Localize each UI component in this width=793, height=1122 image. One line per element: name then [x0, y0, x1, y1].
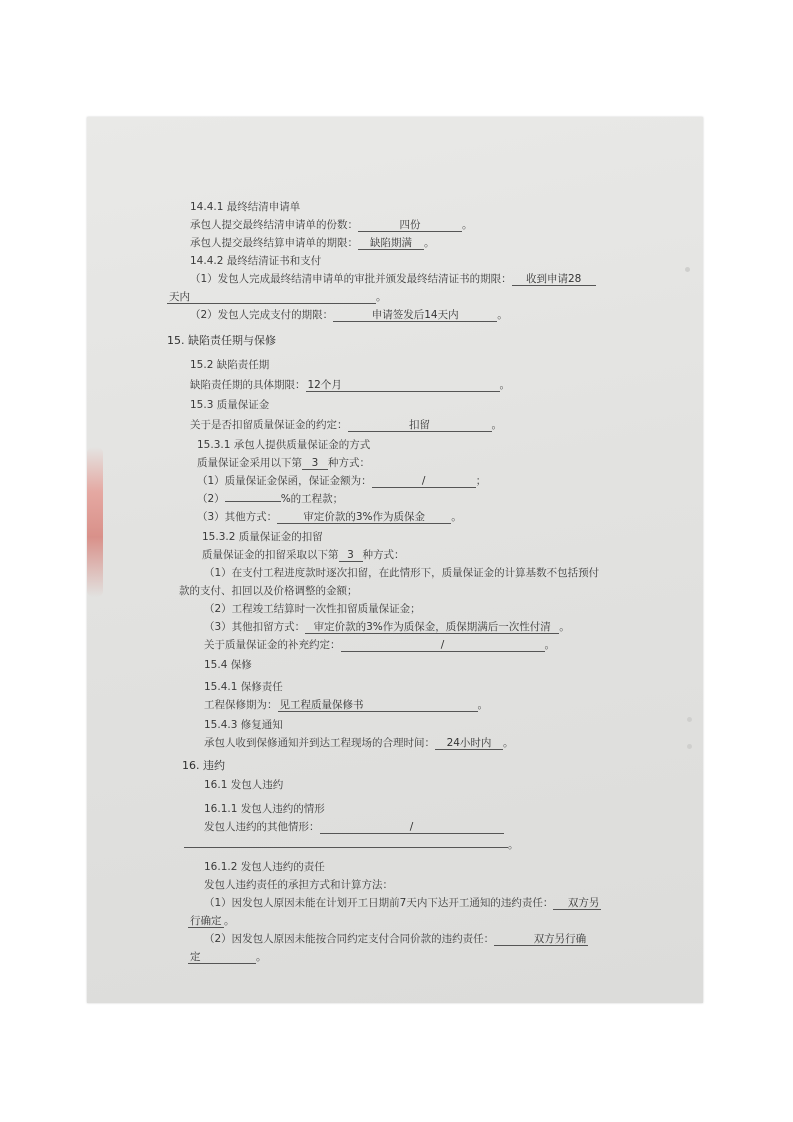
line-prefix: （2）发包人完成支付的期限： — [190, 309, 334, 321]
section-heading — [204, 859, 325, 874]
form-line — [204, 601, 421, 616]
line-prefix: 关于是否扣留质量保证金的约定： — [190, 419, 348, 431]
line-suffix: 。 — [544, 639, 555, 651]
form-line — [204, 697, 488, 712]
form-line — [197, 509, 462, 524]
form-line — [188, 949, 267, 964]
filled-value: 双方另行确 — [494, 933, 588, 946]
line-prefix: （2）因发包人原因未能按合同约定支付合同价款的违约责任： — [204, 933, 495, 945]
filled-value: 审定价款的3%作为质保金，质保期满后一次性付清 — [305, 621, 559, 634]
line-prefix: （2）工程竣工结算时一次性扣留质量保证金； — [204, 603, 421, 615]
line-suffix: 。 — [503, 737, 514, 749]
filled-value: 缺陷期满 — [358, 237, 424, 250]
form-line — [167, 289, 387, 304]
form-line — [190, 235, 435, 250]
paper-blemish — [685, 267, 690, 272]
form-line — [190, 307, 508, 322]
line-prefix: 16.1.1 发包人违约的情形 — [204, 803, 325, 815]
line-prefix: 16.1.2 发包人违约的责任 — [204, 861, 325, 873]
section-heading — [204, 717, 283, 732]
line-prefix: （3）其他方式： — [197, 511, 278, 523]
line-prefix: 发包人违约责任的承担方式和计算方法： — [204, 879, 393, 891]
section-heading — [190, 397, 269, 412]
line-prefix: 15.2 缺陷责任期 — [190, 359, 270, 371]
line-prefix: 发包人违约的其他情形： — [204, 821, 320, 833]
line-prefix: 15.3.1 承包人提供质量保证金的方式 — [197, 439, 371, 451]
form-line — [179, 583, 358, 598]
filled-value: 24小时内 — [435, 737, 503, 750]
line-prefix: 16. 违约 — [182, 759, 225, 772]
line-suffix: 。 — [224, 915, 235, 927]
section-heading — [190, 199, 300, 214]
line-prefix: （2） — [197, 493, 225, 505]
line-prefix: 工程保修期为： — [204, 699, 278, 711]
filled-value: 3 — [302, 457, 328, 470]
line-suffix: 种方式： — [362, 549, 405, 561]
filled-value: / — [372, 475, 476, 488]
line-prefix: 14.4.2 最终结清证书和支付 — [190, 255, 322, 267]
form-line — [204, 931, 588, 946]
section-heading — [190, 253, 321, 268]
filled-value: 审定价款的3%作为质保金 — [277, 511, 451, 524]
line-suffix: 。 — [499, 379, 510, 391]
filled-value: / — [341, 639, 545, 652]
filled-value: 12个月 — [306, 379, 500, 392]
line-suffix: 。 — [477, 699, 488, 711]
line-suffix: 。 — [491, 419, 502, 431]
line-prefix: （1）发包人完成最终结清申请单的审批并颁发最终结清证书的期限： — [190, 273, 512, 285]
form-line — [197, 455, 370, 470]
filled-value: 收到申请28 — [512, 273, 596, 286]
line-prefix: 承包人提交最终结清申请单的份数： — [190, 219, 358, 231]
line-suffix: 。 — [497, 309, 508, 321]
paper-blemish — [687, 717, 692, 722]
line-suffix: ； — [475, 475, 487, 487]
form-line — [190, 377, 510, 392]
line-prefix: 15.3.2 质量保证金的扣留 — [202, 531, 323, 543]
line-prefix: 缺陷责任期的具体期限： — [190, 379, 306, 391]
section-heading — [204, 777, 283, 792]
document-photo — [87, 117, 703, 1003]
paper-blemish — [687, 744, 692, 749]
chapter-heading — [167, 332, 276, 348]
filled-value: 3 — [339, 549, 363, 562]
form-line — [197, 491, 343, 506]
filled-value: 见工程质量保修书 — [278, 699, 478, 712]
line-suffix: %的工程款； — [280, 493, 344, 505]
form-line — [204, 637, 555, 652]
line-suffix: 。 — [508, 839, 519, 851]
line-prefix: 15.4 保修 — [204, 659, 252, 671]
section-heading — [197, 437, 370, 452]
form-line — [204, 565, 599, 580]
red-stamp-fragment — [87, 447, 103, 597]
line-suffix: 。 — [376, 291, 387, 303]
section-heading — [204, 657, 252, 672]
line-suffix: 种方式： — [328, 457, 370, 469]
section-heading — [204, 801, 325, 816]
line-prefix: （1）因发包人原因未能在计划开工日期前7天内下达开工通知的违约责任： — [204, 897, 554, 909]
form-line — [190, 217, 473, 232]
form-line — [204, 877, 393, 892]
line-prefix: （3）其他扣留方式： — [204, 621, 306, 633]
line-prefix: 14.4.1 最终结清申请单 — [190, 201, 301, 213]
line-prefix: 关于质量保证金的补充约定： — [204, 639, 341, 651]
form-line — [204, 819, 504, 834]
chapter-heading — [182, 757, 225, 773]
filled-value: 四份 — [358, 219, 462, 232]
line-suffix: 。 — [451, 511, 462, 523]
line-prefix: （1）在支付工程进度款时逐次扣留，在此情形下，质量保证金的计算基数不包括预付 — [204, 567, 600, 579]
form-line — [204, 895, 601, 910]
line-suffix: 。 — [559, 621, 570, 633]
line-suffix: 。 — [424, 237, 435, 249]
filled-value: 定 — [188, 951, 256, 964]
form-line — [188, 913, 235, 928]
line-prefix: 16.1 发包人违约 — [204, 779, 284, 791]
line-prefix: 15. 缺陷责任期与保修 — [167, 334, 276, 347]
line-prefix: 质量保证金的扣留采取以下第 — [202, 549, 339, 561]
line-prefix: 质量保证金采用以下第 — [197, 457, 302, 469]
line-suffix: 。 — [462, 219, 473, 231]
line-prefix: 承包人提交最终结算申请单的期限： — [190, 237, 358, 249]
line-suffix: 。 — [256, 951, 267, 963]
form-line — [197, 473, 486, 488]
filled-value: 天内 — [167, 291, 376, 304]
form-line — [202, 547, 405, 562]
filled-value: / — [320, 821, 504, 834]
line-prefix: 承包人收到保修通知并到达工程现场的合理时间： — [204, 737, 435, 749]
filled-value — [184, 847, 508, 848]
filled-value — [225, 501, 281, 502]
form-line — [190, 271, 596, 286]
line-prefix: 15.4.3 修复通知 — [204, 719, 283, 731]
form-line — [204, 619, 570, 634]
line-prefix: 15.3 质量保证金 — [190, 399, 270, 411]
section-heading — [204, 679, 283, 694]
line-prefix: （1）质量保证金保函，保证金额为： — [197, 475, 372, 487]
filled-value: 扣留 — [348, 419, 492, 432]
section-heading — [202, 529, 323, 544]
filled-value: 双方另 — [553, 897, 601, 910]
filled-value: 申请签发后14天内 — [333, 309, 497, 322]
form-line — [190, 417, 502, 432]
form-line — [184, 837, 519, 852]
section-heading — [190, 357, 269, 372]
line-prefix: 款的支付、扣回以及价格调整的金额； — [179, 585, 358, 597]
filled-value: 行确定 — [188, 915, 224, 928]
line-prefix: 15.4.1 保修责任 — [204, 681, 283, 693]
form-line — [204, 735, 514, 750]
